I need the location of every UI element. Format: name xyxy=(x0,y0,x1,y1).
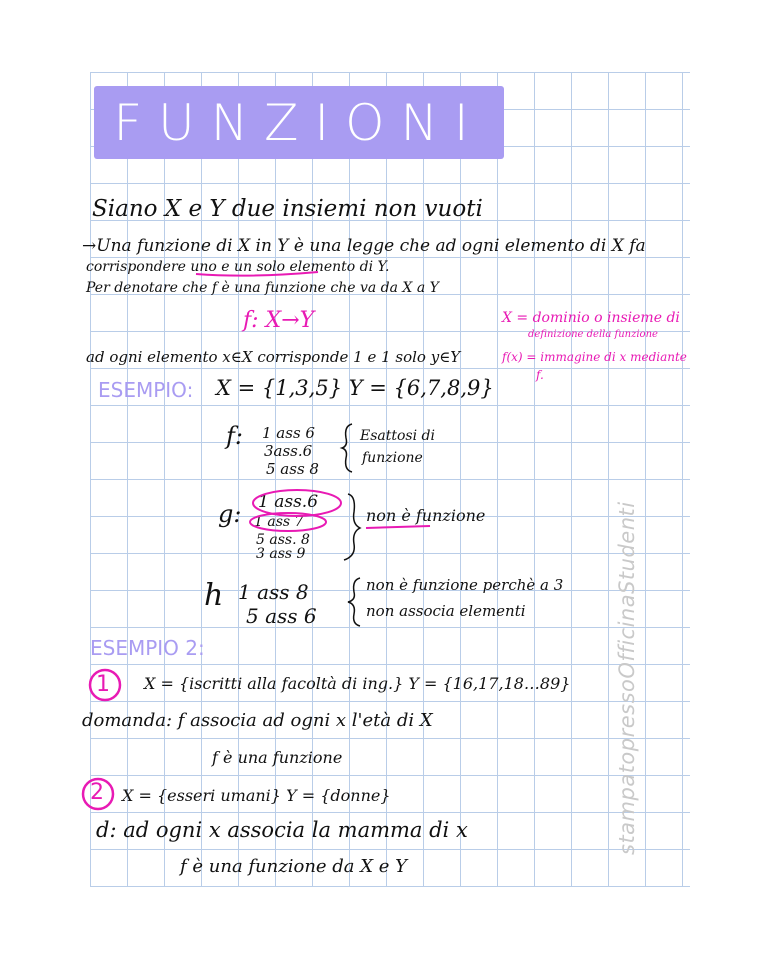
f-row-2: 3ass.6 xyxy=(264,442,313,460)
grid-paper xyxy=(90,72,690,887)
side-note-image-cont: f. xyxy=(536,368,544,382)
line-notation-intro: Per denotare che f è una funzione che va da X a Y xyxy=(86,280,439,296)
line-definition-intro: Siano X e Y due insiemi non vuoti xyxy=(92,196,483,222)
item-number-1: 1 xyxy=(96,672,110,697)
example-2-heading: ESEMPIO 2: xyxy=(90,636,205,660)
example-2-mapping: d: ad ogni x associa la mamma di x xyxy=(96,818,468,842)
line-each-element: ad ogni elemento x∈X corrisponde 1 e 1 solo y∈Y xyxy=(86,348,461,366)
item-number-2: 2 xyxy=(90,780,104,805)
h-note-1: non è funzione perchè a 3 xyxy=(366,576,564,594)
g-row-2: 1 ass 7 xyxy=(254,514,304,530)
watermark: stampatopressoOfficinaStudenti xyxy=(615,501,639,855)
h-note-2: non associa elementi xyxy=(366,602,526,620)
example-2-item-1-sets: X = {iscritti alla facoltà di ing.} Y = {16,17,18…89} xyxy=(144,674,571,693)
f-row-1: 1 ass 6 xyxy=(262,424,315,442)
example-1-sets: X = {1,3,5} Y = {6,7,8,9} xyxy=(216,376,494,400)
g-row-4: 3 ass 9 xyxy=(256,546,306,562)
g-row-3: 5 ass. 8 xyxy=(256,532,310,548)
example-2-answer-2: f è una funzione da X e Y xyxy=(180,856,408,877)
line-function-definition-cont: corrispondere uno e un solo elemento di Y. xyxy=(86,259,390,275)
g-label: g: xyxy=(218,500,242,528)
example-2-answer-1: f è una funzione xyxy=(212,748,343,767)
g-note: non è funzione xyxy=(366,506,486,525)
h-label: h xyxy=(204,578,224,613)
function-notation: f: X→Y xyxy=(243,308,315,333)
h-row-1: 1 ass 8 xyxy=(238,580,309,604)
page-title: FUNZIONI xyxy=(113,93,485,152)
f-note-2: funzione xyxy=(362,450,423,466)
f-row-3: 5 ass 8 xyxy=(266,460,319,478)
side-note-domain: X = dominio o insieme di xyxy=(502,310,680,326)
h-row-2: 5 ass 6 xyxy=(246,604,317,628)
example-1-heading: ESEMPIO: xyxy=(98,378,194,402)
f-label: f: xyxy=(226,422,243,450)
f-note-1: Esattosi di xyxy=(360,428,435,444)
side-note-image: f(x) = immagine di x mediante xyxy=(502,350,687,364)
side-note-domain-cont: definizione della funzione xyxy=(528,329,658,340)
example-2-question: domanda: f associa ad ogni x l'età di X xyxy=(82,710,433,731)
title-banner xyxy=(94,86,504,159)
g-row-1: 1 ass.6 xyxy=(258,492,319,512)
example-2-item-2-sets: X = {esseri umani} Y = {donne} xyxy=(122,786,391,805)
line-function-definition: →Una funzione di X in Y è una legge che ad ogni elemento di X fa xyxy=(82,236,646,256)
